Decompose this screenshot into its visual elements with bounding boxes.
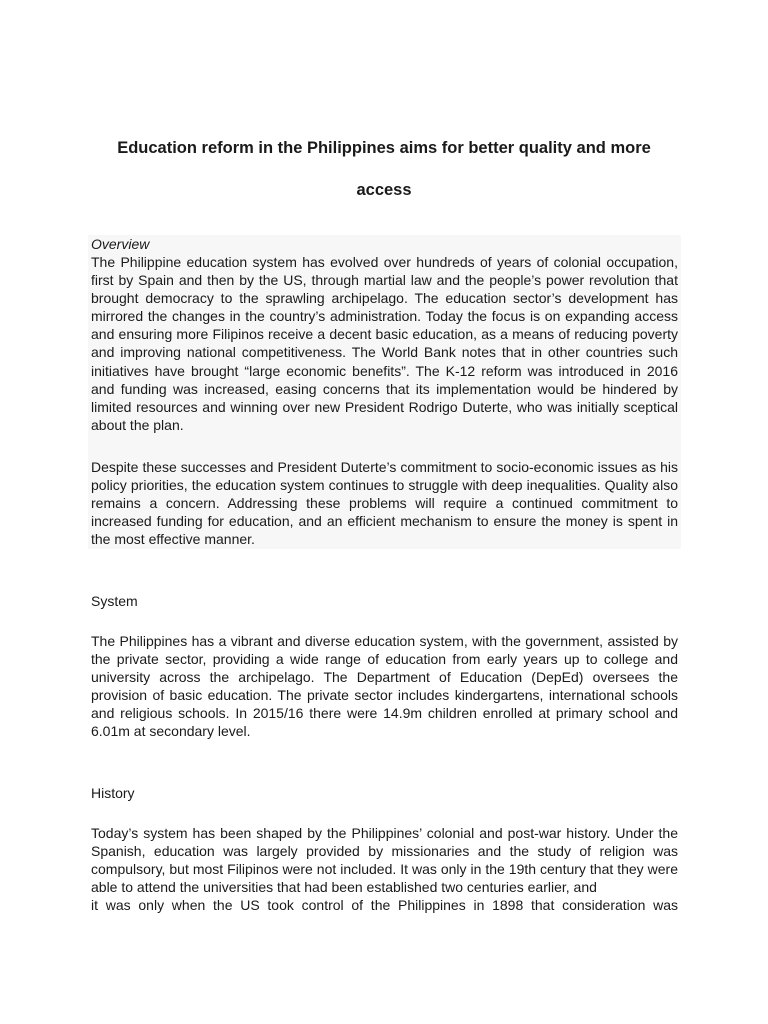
- document-title-line-1: Education reform in the Philippines aims for better quality and more: [117, 139, 651, 157]
- system-heading: System: [91, 593, 138, 609]
- history-paragraph: [91, 824, 678, 914]
- overview-paragraph-1: The Philippine education system has evolved over hundreds of years of colonial occupation, first by Spain and then by the US, through martial law and the people’s power revolution that brought democracy to the sprawling archipelago. The education sector’s development has mirrored the changes in the country’s administration. Today the focus is on expanding access and ensuring more Filipinos receive a decent basic education, as a means of reducing poverty and improving national competitiveness. The World Bank notes that in other countries such initiatives have brought “large economic benefits”. The K-12 reform was introduced in 2016 and funding was increased, easing concerns that its implementation would be hindered by limited resources and winning over new President Rodrigo Duterte, who was initially sceptical about the plan.: [91, 254, 678, 433]
- document-title-line-2: access: [356, 181, 412, 199]
- history-paragraph-text: Today’s system has been shaped by the Philippines’ colonial and post-war history. Under the Spanish, education was largely provided by missionaries and the study of religion was compulsory, but most Filipinos were not included. It was only in the 19th century that they were able to attend the universities that had been established two centuries earlier, and: [91, 825, 678, 896]
- history-heading: History: [91, 785, 135, 801]
- overview-paragraph-2: Despite these successes and President Duterte’s commitment to socio-economic issues as his policy priorities, the education system continues to struggle with deep inequalities. Quality also remains a concern. Addressing these problems will require a continued commitment to increased funding for education, and an efficient mechanism to ensure the money is spent in the most effective manner.: [91, 459, 678, 548]
- overview-heading: Overview: [91, 236, 150, 252]
- system-paragraph: The Philippines has a vibrant and diverse education system, with the government, assisted by the private sector, providing a wide range of education from early years up to college and university across the archipelago. The Department of Education (DepEd) oversees the provision of basic education. The private sector includes kindergartens, international schools and religious schools. In 2015/16 there were 14.9m children enrolled at primary school and 6.01m at secondary level.: [91, 633, 678, 740]
- history-paragraph-last-line: it was only when the US took control of the Philippines in 1898 that consideration was: [91, 897, 678, 914]
